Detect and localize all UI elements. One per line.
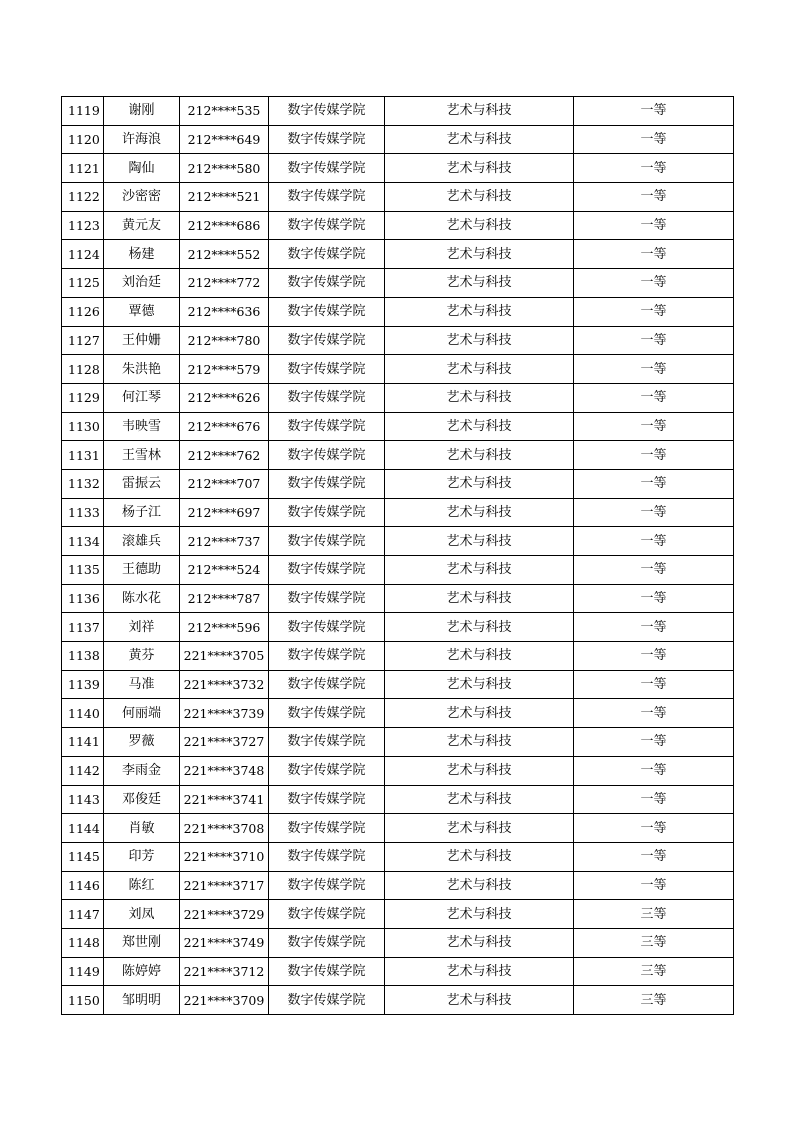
student-id-cell: 212****552 [180,240,269,269]
grade-cell: 一等 [574,756,734,785]
student-id-cell: 212****686 [180,211,269,240]
table-row [62,269,734,298]
row-number-cell: 1146 [62,871,104,900]
grade-cell: 一等 [574,211,734,240]
student-id-cell: 212****580 [180,154,269,183]
major-cell: 艺术与科技 [385,900,574,929]
major-cell: 艺术与科技 [385,957,574,986]
grade-cell: 一等 [574,556,734,585]
grade-cell: 一等 [574,183,734,212]
college-cell: 数字传媒学院 [269,125,385,154]
grade-cell: 一等 [574,154,734,183]
table-row [62,527,734,556]
table-row [62,642,734,671]
student-id-cell: 212****649 [180,125,269,154]
name-cell: 肖敏 [104,814,180,843]
name-cell: 雷振云 [104,469,180,498]
name-cell: 杨子江 [104,498,180,527]
name-cell: 王雪林 [104,441,180,470]
grade-cell: 一等 [574,383,734,412]
name-cell: 陈婷婷 [104,957,180,986]
row-number-cell: 1150 [62,986,104,1015]
student-id-cell: 221****3709 [180,986,269,1015]
grade-cell: 一等 [574,97,734,126]
table-row [62,670,734,699]
college-cell: 数字传媒学院 [269,183,385,212]
grade-cell: 一等 [574,871,734,900]
college-cell: 数字传媒学院 [269,498,385,527]
major-cell: 艺术与科技 [385,670,574,699]
grade-cell: 一等 [574,670,734,699]
college-cell: 数字传媒学院 [269,871,385,900]
row-number-cell: 1135 [62,556,104,585]
major-cell: 艺术与科技 [385,355,574,384]
major-cell: 艺术与科技 [385,240,574,269]
table-row [62,154,734,183]
college-cell: 数字传媒学院 [269,642,385,671]
table-row [62,871,734,900]
college-cell: 数字传媒学院 [269,613,385,642]
major-cell: 艺术与科技 [385,871,574,900]
table-row [62,183,734,212]
student-id-cell: 212****596 [180,613,269,642]
grade-cell: 一等 [574,269,734,298]
name-cell: 马准 [104,670,180,699]
major-cell: 艺术与科技 [385,326,574,355]
row-number-cell: 1120 [62,125,104,154]
student-id-cell: 221****3705 [180,642,269,671]
major-cell: 艺术与科技 [385,183,574,212]
grade-cell: 一等 [574,125,734,154]
name-cell: 郑世刚 [104,928,180,957]
college-cell: 数字传媒学院 [269,469,385,498]
table-row [62,756,734,785]
grade-cell: 一等 [574,584,734,613]
scholarship-list-table [61,96,734,1015]
student-id-cell: 212****579 [180,355,269,384]
row-number-cell: 1144 [62,814,104,843]
name-cell: 刘治廷 [104,269,180,298]
name-cell: 陈水花 [104,584,180,613]
college-cell: 数字传媒学院 [269,269,385,298]
grade-cell: 三等 [574,957,734,986]
college-cell: 数字传媒学院 [269,556,385,585]
row-number-cell: 1124 [62,240,104,269]
major-cell: 艺术与科技 [385,441,574,470]
row-number-cell: 1130 [62,412,104,441]
row-number-cell: 1148 [62,928,104,957]
college-cell: 数字传媒学院 [269,928,385,957]
student-id-cell: 212****772 [180,269,269,298]
name-cell: 王德助 [104,556,180,585]
row-number-cell: 1136 [62,584,104,613]
grade-cell: 三等 [574,900,734,929]
name-cell: 李雨金 [104,756,180,785]
grade-cell: 一等 [574,814,734,843]
table-row [62,125,734,154]
table-row [62,326,734,355]
major-cell: 艺术与科技 [385,986,574,1015]
row-number-cell: 1134 [62,527,104,556]
name-cell: 何江琴 [104,383,180,412]
major-cell: 艺术与科技 [385,211,574,240]
major-cell: 艺术与科技 [385,125,574,154]
row-number-cell: 1140 [62,699,104,728]
student-id-cell: 212****780 [180,326,269,355]
table-row [62,211,734,240]
name-cell: 黄芬 [104,642,180,671]
college-cell: 数字传媒学院 [269,297,385,326]
name-cell: 王仲姗 [104,326,180,355]
row-number-cell: 1139 [62,670,104,699]
college-cell: 数字传媒学院 [269,785,385,814]
name-cell: 邹明明 [104,986,180,1015]
college-cell: 数字传媒学院 [269,326,385,355]
grade-cell: 一等 [574,240,734,269]
table-row [62,441,734,470]
row-number-cell: 1122 [62,183,104,212]
student-id-cell: 221****3739 [180,699,269,728]
table-row [62,412,734,441]
grade-cell: 一等 [574,728,734,757]
college-cell: 数字传媒学院 [269,584,385,613]
grade-cell: 一等 [574,498,734,527]
major-cell: 艺术与科技 [385,785,574,814]
major-cell: 艺术与科技 [385,842,574,871]
name-cell: 陶仙 [104,154,180,183]
major-cell: 艺术与科技 [385,498,574,527]
major-cell: 艺术与科技 [385,97,574,126]
name-cell: 沙密密 [104,183,180,212]
major-cell: 艺术与科技 [385,527,574,556]
row-number-cell: 1119 [62,97,104,126]
row-number-cell: 1123 [62,211,104,240]
table-body [62,97,734,1015]
table-row [62,240,734,269]
table-row [62,785,734,814]
student-id-cell: 212****737 [180,527,269,556]
college-cell: 数字传媒学院 [269,814,385,843]
table-row [62,97,734,126]
student-id-cell: 212****787 [180,584,269,613]
table-row [62,986,734,1015]
college-cell: 数字传媒学院 [269,986,385,1015]
student-id-cell: 221****3717 [180,871,269,900]
student-id-cell: 221****3741 [180,785,269,814]
major-cell: 艺术与科技 [385,613,574,642]
college-cell: 数字传媒学院 [269,412,385,441]
name-cell: 杨建 [104,240,180,269]
grade-cell: 三等 [574,986,734,1015]
major-cell: 艺术与科技 [385,642,574,671]
table-row [62,355,734,384]
college-cell: 数字传媒学院 [269,211,385,240]
row-number-cell: 1133 [62,498,104,527]
student-id-cell: 212****762 [180,441,269,470]
student-id-cell: 221****3729 [180,900,269,929]
major-cell: 艺术与科技 [385,928,574,957]
row-number-cell: 1147 [62,900,104,929]
major-cell: 艺术与科技 [385,412,574,441]
table-row [62,469,734,498]
college-cell: 数字传媒学院 [269,728,385,757]
row-number-cell: 1141 [62,728,104,757]
name-cell: 黄元友 [104,211,180,240]
grade-cell: 一等 [574,699,734,728]
student-id-cell: 212****707 [180,469,269,498]
table-row [62,814,734,843]
grade-cell: 三等 [574,928,734,957]
student-id-cell: 212****636 [180,297,269,326]
college-cell: 数字传媒学院 [269,900,385,929]
name-cell: 何丽端 [104,699,180,728]
name-cell: 朱洪艳 [104,355,180,384]
major-cell: 艺术与科技 [385,728,574,757]
table-row [62,728,734,757]
student-id-cell: 212****535 [180,97,269,126]
college-cell: 数字传媒学院 [269,355,385,384]
grade-cell: 一等 [574,297,734,326]
row-number-cell: 1137 [62,613,104,642]
student-id-cell: 221****3727 [180,728,269,757]
college-cell: 数字传媒学院 [269,670,385,699]
table-row [62,699,734,728]
major-cell: 艺术与科技 [385,584,574,613]
grade-cell: 一等 [574,785,734,814]
student-id-cell: 212****676 [180,412,269,441]
student-id-cell: 212****697 [180,498,269,527]
student-id-cell: 212****524 [180,556,269,585]
grade-cell: 一等 [574,469,734,498]
name-cell: 刘祥 [104,613,180,642]
row-number-cell: 1125 [62,269,104,298]
major-cell: 艺术与科技 [385,814,574,843]
college-cell: 数字传媒学院 [269,957,385,986]
name-cell: 许海浪 [104,125,180,154]
grade-cell: 一等 [574,527,734,556]
major-cell: 艺术与科技 [385,756,574,785]
student-id-cell: 221****3710 [180,842,269,871]
name-cell: 邓俊廷 [104,785,180,814]
table-row [62,613,734,642]
name-cell: 印芳 [104,842,180,871]
name-cell: 陈红 [104,871,180,900]
row-number-cell: 1138 [62,642,104,671]
name-cell: 滚雄兵 [104,527,180,556]
college-cell: 数字传媒学院 [269,527,385,556]
grade-cell: 一等 [574,412,734,441]
student-id-cell: 221****3708 [180,814,269,843]
row-number-cell: 1149 [62,957,104,986]
student-id-cell: 221****3749 [180,928,269,957]
row-number-cell: 1128 [62,355,104,384]
table-row [62,383,734,412]
name-cell: 覃德 [104,297,180,326]
table-row [62,556,734,585]
name-cell: 罗薇 [104,728,180,757]
table-row [62,498,734,527]
grade-cell: 一等 [574,355,734,384]
student-id-cell: 221****3748 [180,756,269,785]
row-number-cell: 1143 [62,785,104,814]
table-row [62,928,734,957]
college-cell: 数字传媒学院 [269,756,385,785]
college-cell: 数字传媒学院 [269,383,385,412]
major-cell: 艺术与科技 [385,269,574,298]
major-cell: 艺术与科技 [385,154,574,183]
row-number-cell: 1121 [62,154,104,183]
major-cell: 艺术与科技 [385,699,574,728]
row-number-cell: 1127 [62,326,104,355]
row-number-cell: 1132 [62,469,104,498]
grade-cell: 一等 [574,842,734,871]
college-cell: 数字传媒学院 [269,240,385,269]
table-row [62,297,734,326]
college-cell: 数字传媒学院 [269,97,385,126]
grade-cell: 一等 [574,326,734,355]
row-number-cell: 1131 [62,441,104,470]
college-cell: 数字传媒学院 [269,842,385,871]
row-number-cell: 1142 [62,756,104,785]
table-row [62,900,734,929]
name-cell: 韦映雪 [104,412,180,441]
major-cell: 艺术与科技 [385,469,574,498]
major-cell: 艺术与科技 [385,297,574,326]
student-id-cell: 212****521 [180,183,269,212]
table-row [62,842,734,871]
major-cell: 艺术与科技 [385,383,574,412]
row-number-cell: 1145 [62,842,104,871]
grade-cell: 一等 [574,642,734,671]
name-cell: 刘凤 [104,900,180,929]
table-row [62,584,734,613]
college-cell: 数字传媒学院 [269,699,385,728]
student-id-cell: 212****626 [180,383,269,412]
grade-cell: 一等 [574,613,734,642]
college-cell: 数字传媒学院 [269,154,385,183]
name-cell: 谢刚 [104,97,180,126]
table-row [62,957,734,986]
college-cell: 数字传媒学院 [269,441,385,470]
row-number-cell: 1129 [62,383,104,412]
major-cell: 艺术与科技 [385,556,574,585]
student-id-cell: 221****3712 [180,957,269,986]
student-id-cell: 221****3732 [180,670,269,699]
row-number-cell: 1126 [62,297,104,326]
grade-cell: 一等 [574,441,734,470]
